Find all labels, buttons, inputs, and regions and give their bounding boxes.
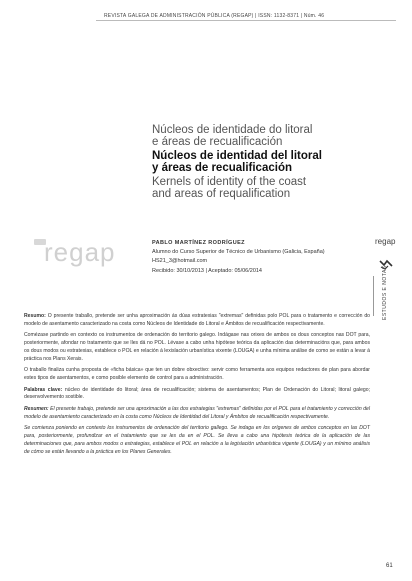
title-galician-line-2: e áreas de recualificación <box>152 136 283 148</box>
author-block <box>152 239 382 276</box>
regap-logo-text: regap <box>44 237 116 267</box>
resumo-label: Resumo: <box>24 313 46 319</box>
journal-header: REVISTA GALEGA DE ADMINISTRACIÓN PÚBLICA (REGAP) | ISSN: 1132-8371 | Núm. 46 <box>104 13 325 19</box>
abstract-body <box>24 313 370 460</box>
resumen-text: El presente trabajo, pretende ser una aproximación a las dos estrategias "extremas" definidas por el POL para el tratamiento y corrección del modelo de asentamiento caracterizado en la costa como Núcleos de Identidad del Litoral y Ámbitos de recualificación respectivamente. <box>24 406 371 420</box>
abstract-paragraph-2: Comézase partindo en contexto os instrumentos de ordenación do territorio galego. Indágase nas orixes de ambos os dous conceptos nas DOT para, posteriormente, afondar no tratamento que se lles dá no POL. Lévase a cabo unha hipótese teórica da aplicación das determinacións que, para ambos os dous modos ou estratexias, establece o POL en relación á lexislación urbanística vixente (LOUGA) e unha mínima análise de como se están a levar á práctica nos Plans Xerais. <box>24 332 370 362</box>
author-name: PABLO MARTÍNEZ RODRÍGUEZ <box>152 240 245 246</box>
keywords-label: Palabras clave: <box>24 386 63 393</box>
title-galician-line-1: Núcleos de identidade do litoral <box>152 124 313 136</box>
title-english-line-2: and areas of requalification <box>152 188 291 200</box>
title-english-line-1: Kernels of identity of the coast <box>152 176 307 188</box>
side-divider <box>373 276 374 316</box>
author-email: HS21_3@hotmail.com <box>152 258 208 264</box>
resumo-text: O presente traballo, pretende ser unha aproximación ás dúas estratexias "extremas" definidas polo POL para o tratamento e corrección do modelo de asentamento caracterizado na costa como Núcleos de Identidade do Litoral e Ámbitos de recualificación respectivamente. <box>24 313 371 327</box>
abstract-resumen <box>24 406 370 421</box>
title-block <box>152 124 382 200</box>
regap-logo <box>34 237 144 267</box>
submission-dates: Recibido: 30/10/2013 | Aceptado: 05/06/2014 <box>152 268 262 274</box>
page-number: 61 <box>386 563 393 569</box>
resumen-label: Resumen: <box>24 406 49 413</box>
abstract-paragraph-6: Se comienza poniendo en contexto los instrumentos de ordenación del territorio gallego. Se indaga en los orígenes de ambos conceptos en las DOT para, posteriormente, profundizar en el tratamiento que se les da en el POL. Se lleva a cabo una hipótesis teórica de la aplicación de las determinaciones que, para ambos modos o estrategias, establece el POL en relación a la legislación urbanística vigente (LOUGA) y un mínimo análisis de cómo se están llevando a la práctica en los Planes Generales. <box>24 425 370 455</box>
author-affiliation: Alumno do Curso Superior de Técnico de Urbanismo (Galicia, España) <box>152 249 325 255</box>
keywords-text: núcleo de identidade do litoral; área de recualificación; sistema de asentamentos; Plan de Ordenación do Litoral; litoral galego; desenvolvemento sostible. <box>24 386 370 401</box>
title-spanish-line-2: y áreas de recualificación <box>152 162 292 174</box>
section-label: ESTUDOS E NOTAS <box>382 265 388 320</box>
keywords-paragraph <box>24 387 370 402</box>
side-regap-logo: regap <box>375 237 396 246</box>
header-divider <box>96 20 396 21</box>
title-spanish-line-1: Núcleos de identidad del litoral <box>152 150 322 162</box>
abstract-resumo <box>24 313 370 328</box>
abstract-paragraph-3: O traballo finaliza cunha proposta de «ficha básica» que ten un dobre obxectivo: servir como ferramenta aos equipos redactores de plan para abordar estes tipos de asentamentos, e como posible elemento de control para a administración. <box>24 367 370 381</box>
